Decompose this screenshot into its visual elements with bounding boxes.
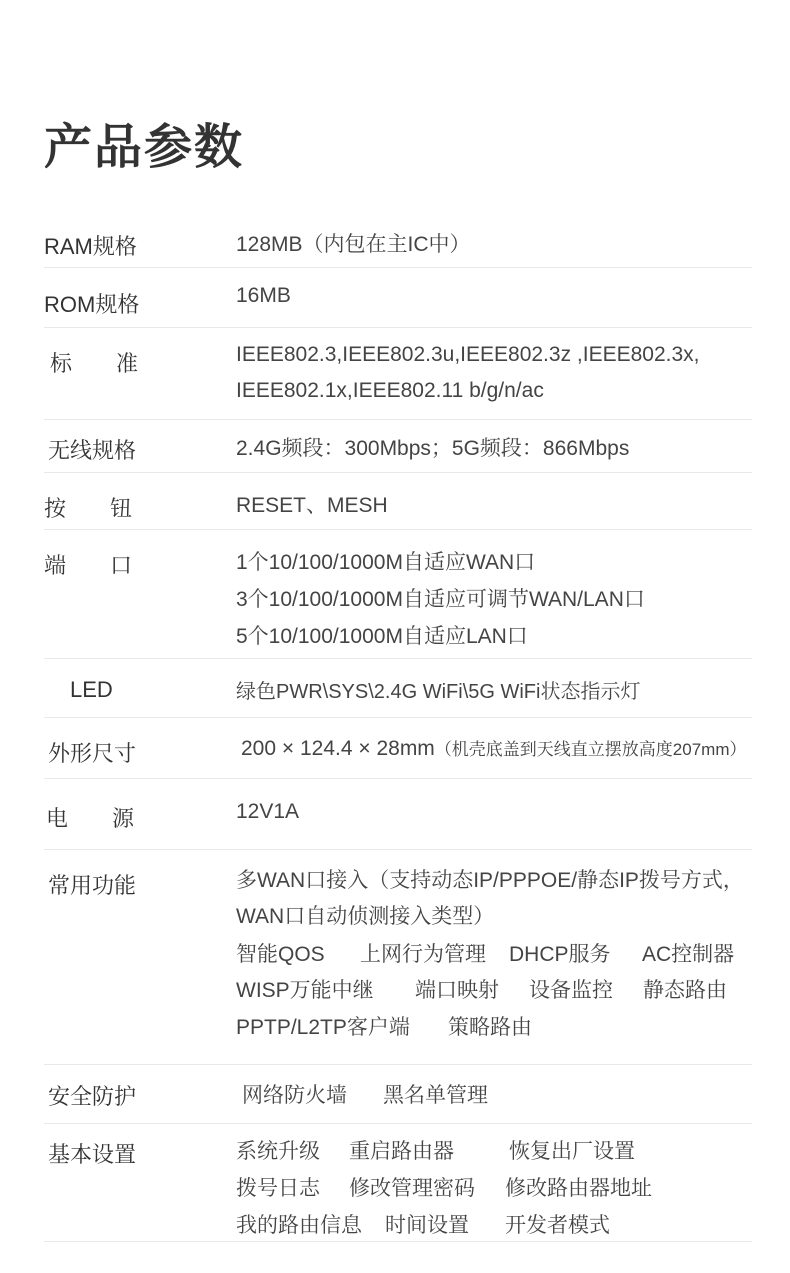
spec-value: 绿色PWR\SYS\2.4G WiFi\5G WiFi状态指示灯 xyxy=(236,681,641,703)
spec-value-line: 5个10/100/1000M自适应LAN口 xyxy=(236,625,528,648)
spec-value-line: IEEE802.1x,IEEE802.11 b/g/n/ac xyxy=(236,379,544,402)
spec-value-line: 1个10/100/1000M自适应WAN口 xyxy=(236,551,536,574)
basic-item: 恢复出厂设置 xyxy=(509,1140,635,1163)
spec-label: 按 钮 xyxy=(44,496,133,521)
spec-value: RESET、MESH xyxy=(236,494,388,517)
basic-item: 修改管理密码 xyxy=(349,1177,475,1200)
spec-label: 电 源 xyxy=(46,806,135,831)
spec-label: 安全防护 xyxy=(48,1084,137,1109)
function-item: WISP万能中继 xyxy=(236,979,374,1002)
divider xyxy=(44,1241,752,1242)
divider xyxy=(44,267,752,268)
divider xyxy=(44,1064,752,1065)
spec-label: LED xyxy=(70,677,113,702)
function-item: 智能QOS xyxy=(236,943,325,966)
spec-value: 16MB xyxy=(236,284,291,307)
function-item: 静态路由 xyxy=(643,979,727,1002)
basic-item: 修改路由器地址 xyxy=(505,1177,652,1200)
divider xyxy=(44,327,752,328)
spec-label: RAM规格 xyxy=(44,234,137,259)
divider xyxy=(44,778,752,779)
divider xyxy=(44,658,752,659)
spec-label: 外形尺寸 xyxy=(48,741,137,766)
function-item: PPTP/L2TP客户端 xyxy=(236,1016,410,1039)
spec-label: 标 准 xyxy=(50,351,139,376)
function-item: 上网行为管理 xyxy=(360,943,486,966)
spec-label: 无线规格 xyxy=(48,438,137,463)
security-item: 黑名单管理 xyxy=(383,1084,488,1107)
spec-label: 端 口 xyxy=(44,553,133,578)
size-dimensions: 200 × 124.4 × 28mm xyxy=(241,737,435,760)
page-title: 产品参数 xyxy=(44,121,245,174)
basic-item: 开发者模式 xyxy=(505,1214,610,1237)
size-note: （机壳底盖到天线直立摆放高度207mm） xyxy=(434,740,747,759)
function-item: 策略路由 xyxy=(448,1016,532,1039)
spec-value: 2.4G频段：300Mbps；5G频段：866Mbps xyxy=(236,437,630,460)
divider xyxy=(44,1123,752,1124)
spec-value: 12V1A xyxy=(236,800,300,823)
divider xyxy=(44,849,752,850)
spec-value-line: 3个10/100/1000M自适应可调节WAN/LAN口 xyxy=(236,588,645,611)
spec-label: 基本设置 xyxy=(48,1142,137,1167)
function-item: 设备监控 xyxy=(529,979,613,1002)
basic-item: 重启路由器 xyxy=(349,1140,454,1163)
basic-item: 时间设置 xyxy=(385,1214,469,1237)
basic-item: 拨号日志 xyxy=(236,1177,320,1200)
spec-value-line: IEEE802.3,IEEE802.3u,IEEE802.3z ,IEEE802.3x, xyxy=(236,343,700,366)
spec-value-line: WAN口自动侦测接入类型） xyxy=(236,905,495,928)
spec-value-line: 多WAN口接入（支持动态IP/PPPOE/静态IP拨号方式， xyxy=(236,869,744,892)
function-item: AC控制器 xyxy=(642,943,735,966)
divider xyxy=(44,419,752,420)
basic-item: 我的路由信息 xyxy=(236,1214,362,1237)
spec-label: 常用功能 xyxy=(48,873,137,898)
spec-value: 128MB（内包在主IC中） xyxy=(236,233,471,256)
function-item: DHCP服务 xyxy=(509,943,611,966)
security-item: 网络防火墙 xyxy=(242,1084,347,1107)
spec-label: ROM规格 xyxy=(44,292,140,317)
function-item: 端口映射 xyxy=(415,979,499,1002)
spec-value xyxy=(241,735,747,761)
basic-item: 系统升级 xyxy=(236,1140,320,1163)
divider xyxy=(44,717,752,718)
divider xyxy=(44,529,752,530)
divider xyxy=(44,472,752,473)
